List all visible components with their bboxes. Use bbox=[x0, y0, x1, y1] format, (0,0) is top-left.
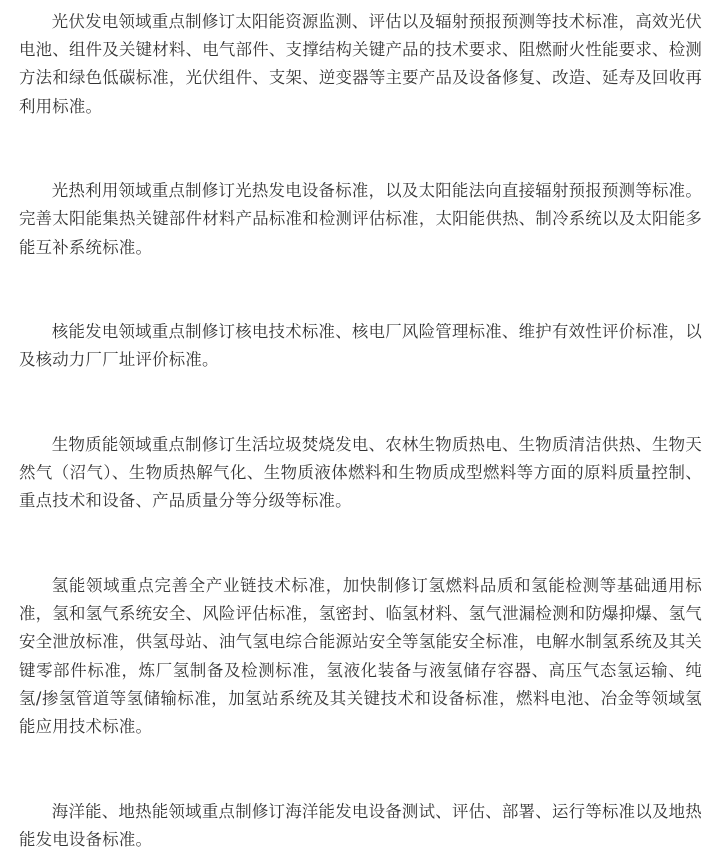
article-body bbox=[19, 8, 702, 854]
paragraph-biomass: 生物质能领域重点制修订生活垃圾焚烧发电、农林生物质热电、生物质清洁供热、生物天然气（沼气）、生物质热解气化、生物质液体燃料和生物质成型燃料等方面的原料质量控制、重点技术和设备、产品质量分等分级等标准。 bbox=[19, 435, 702, 511]
paragraph-photovoltaic: 光伏发电领域重点制修订太阳能资源监测、评估以及辐射预报预测等技术标准，高效光伏电池、组件及关键材料、电气部件、支撑结构关键产品的技术要求、阻燃耐火性能要求、检测方法和绿色低碳标准，光伏组件、支架、逆变器等主要产品及设备修复、改造、延寿及回收再利用标准。 bbox=[19, 12, 702, 116]
paragraph-ocean-geothermal: 海洋能、地热能领域重点制修订海洋能发电设备测试、评估、部署、运行等标准以及地热能发电设备标准。 bbox=[19, 801, 702, 849]
paragraph-hydrogen: 氢能领域重点完善全产业链技术标准，加快制修订氢燃料品质和氢能检测等基础通用标准，氢和氢气系统安全、风险评估标准，氢密封、临氢材料、氢气泄漏检测和防爆抑爆、氢气安全泄放标准，供氢母站、油气氢电综合能源站安全等氢能安全标准，电解水制氢系统及其关键零部件标准，炼厂氢制备及检测标准，氢液化装备与液氢储存容器、高压气态氢运输、纯氢/掺氢管道等氢储输标准，加氢站系统及其关键技术和设备标准，燃料电池、冶金等领域氢能应用技术标准。 bbox=[19, 576, 702, 737]
paragraph-nuclear: 核能发电领域重点制修订核电技术标准、核电厂风险管理标准、维护有效性评价标准，以及核动力厂厂址评价标准。 bbox=[19, 322, 702, 370]
paragraph-solar-thermal: 光热利用领域重点制修订光热发电设备标准，以及太阳能法向直接辐射预报预测等标准。完善太阳能集热关键部件材料产品标准和检测评估标准，太阳能供热、制冷系统以及太阳能多能互补系统标准。 bbox=[19, 181, 702, 257]
